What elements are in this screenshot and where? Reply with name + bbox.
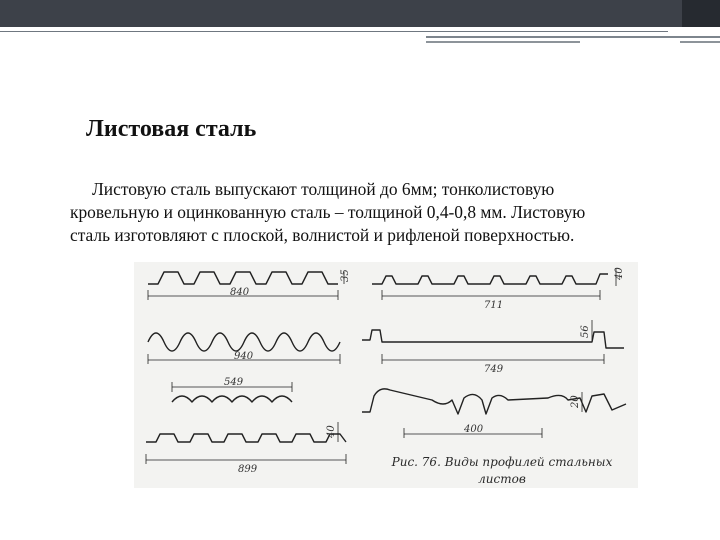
dim-p1-width: 840 bbox=[230, 287, 250, 298]
body-line: сталь изготовляют с плоской, волнистой и рифленой поверхностью. bbox=[70, 225, 575, 245]
profile-deep-rib bbox=[362, 389, 626, 414]
dim-p2-width: 940 bbox=[234, 351, 254, 362]
decor-rule-3 bbox=[426, 41, 580, 43]
figure-caption bbox=[382, 454, 622, 488]
top-decor-accent bbox=[682, 0, 720, 27]
steel-profiles-figure bbox=[134, 262, 638, 488]
body-line: Листовую сталь выпускают толщиной до 6мм; тонколистовую bbox=[92, 179, 555, 199]
decor-rule-4 bbox=[680, 41, 720, 43]
top-decor-bar bbox=[0, 0, 720, 27]
dim-p4-width: 899 bbox=[238, 464, 258, 475]
dim-p1-height: 35 bbox=[340, 269, 351, 282]
decor-rule-2 bbox=[426, 36, 720, 38]
dim-p7-height: 20 bbox=[570, 395, 581, 408]
dim-p6-width: 749 bbox=[484, 364, 504, 375]
profile-ribbed bbox=[372, 274, 608, 284]
slide-body bbox=[70, 178, 670, 247]
dim-p4-height: 40 bbox=[326, 425, 337, 438]
caption-line: Рис. 76. Виды профилей стальных bbox=[391, 455, 613, 469]
caption-line: листов bbox=[478, 472, 526, 486]
dim-p5-height: 40 bbox=[614, 267, 625, 280]
slide-title: Листовая сталь bbox=[86, 116, 257, 142]
decor-rule-1 bbox=[0, 31, 668, 32]
body-line: кровельную и оцинкованную сталь – толщиной 0,4-0,8 мм. Листовую bbox=[70, 202, 586, 222]
dim-p6-height: 56 bbox=[580, 325, 591, 338]
dim-p5-width: 711 bbox=[484, 300, 504, 311]
profile-low-trapezoid bbox=[146, 434, 346, 442]
profile-arc bbox=[172, 396, 292, 402]
dim-p3-width: 549 bbox=[224, 377, 244, 388]
profile-wave bbox=[148, 333, 340, 351]
profile-trapezoid bbox=[148, 272, 338, 284]
dim-p7-width: 400 bbox=[464, 424, 484, 435]
